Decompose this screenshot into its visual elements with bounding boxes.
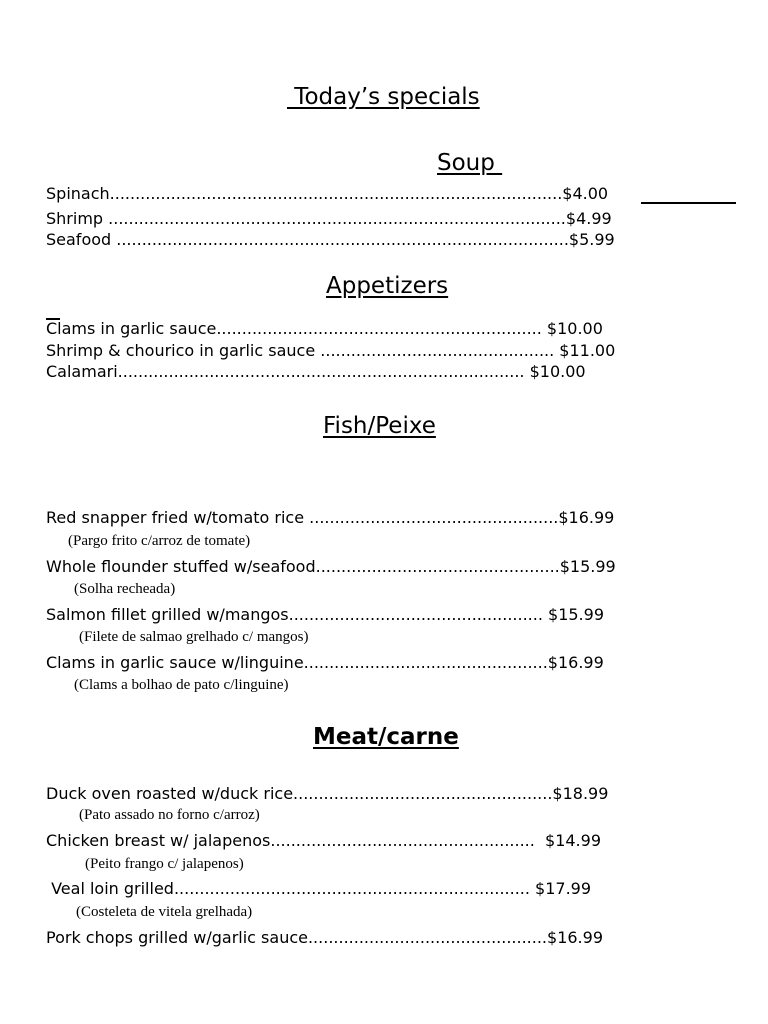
page-title: Today’s specials — [287, 84, 480, 110]
meat-item: Duck oven roasted w/duck rice...................................................$18.99 — [46, 784, 609, 803]
appetizer-item: Shrimp & chourico in garlic sauce .............................................. $11.00 — [46, 341, 616, 360]
meat-heading: Meat/carne — [313, 724, 459, 750]
soup-item: Shrimp ..........................................................................................$4.99 — [46, 209, 612, 228]
fish-item: Red snapper fried w/tomato rice .................................................$16.99 — [46, 508, 615, 527]
meat-item: Veal loin grilled...................................................................... $17.99 — [46, 879, 592, 898]
appetizers-heading: Appetizers — [326, 273, 449, 299]
soup-heading: Soup — [437, 150, 503, 176]
meat-item-translation: (Peito frango c/ jalapenos) — [85, 856, 244, 872]
fish-item: Clams in garlic sauce w/linguine................................................$16.99 — [46, 653, 604, 672]
meat-item: Pork chops grilled w/garlic sauce...............................................$16.99 — [46, 928, 603, 947]
fish-item: Whole flounder stuffed w/seafood................................................$15.99 — [46, 557, 616, 576]
fish-item-translation: (Pargo frito c/arroz de tomate) — [68, 533, 251, 549]
meat-item-translation: (Costeleta de vitela grelhada) — [76, 904, 253, 920]
fish-item: Salmon fillet grilled w/mangos.................................................. $15.99 — [46, 605, 604, 624]
fish-heading: Fish/Peixe — [323, 413, 436, 439]
underline-rule — [641, 202, 736, 204]
meat-item-translation: (Pato assado no forno c/arroz) — [79, 807, 260, 823]
soup-item: Spinach.........................................................................................$4.00 — [46, 184, 609, 203]
fish-item-translation: (Filete de salmao grelhado c/ mangos) — [79, 629, 309, 645]
soup-item: Seafood .........................................................................................$5.99 — [46, 230, 615, 249]
appetizer-item: Calamari................................................................................ $10.00 — [46, 362, 586, 381]
meat-item: Chicken breast w/ jalapenos.................................................... $14.99 — [46, 831, 601, 850]
fish-item-translation: (Clams a bolhao de pato c/linguine) — [74, 677, 289, 693]
appetizer-item: Clams in garlic sauce................................................................ $10.00 — [46, 319, 603, 338]
fish-item-translation: (Solha recheada) — [74, 581, 176, 597]
